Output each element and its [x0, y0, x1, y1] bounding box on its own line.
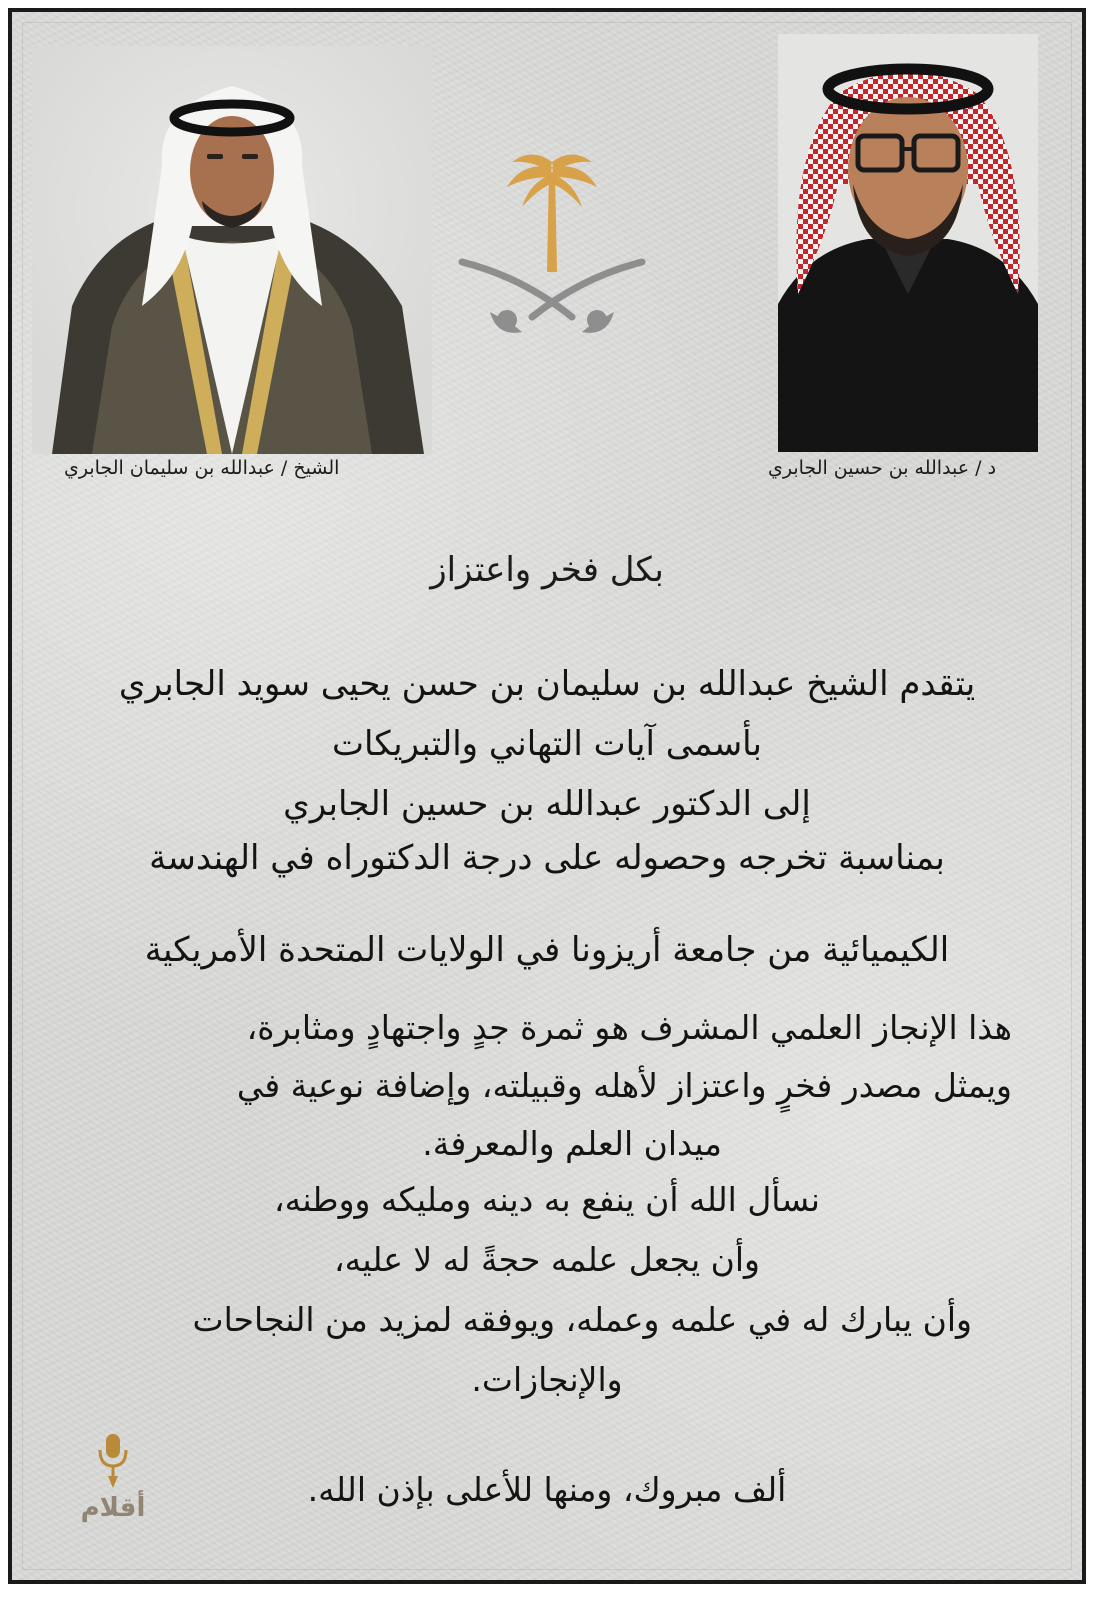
right-portrait-photo: [778, 34, 1038, 452]
prayer-line: نسأل الله أن ينفع به دينه ومليكه ووطنه،: [274, 1180, 820, 1219]
announcement-line: بأسمى آيات التهاني والتبريكات: [331, 724, 762, 764]
paragraph-line: ويمثل مصدر فخرٍ واعتزاز لأهله وقبيلته، وإضافة نوعية في: [236, 1066, 1012, 1105]
congratulation-card: [8, 8, 1086, 1584]
aqlam-logo: [68, 1430, 158, 1550]
palm-swords-emblem: [452, 142, 652, 352]
announcement-line: يتقدم الشيخ عبدالله بن سليمان بن حسن يحيى سويد الجابري: [118, 664, 976, 704]
heading-pride: بكل فخر واعتزاز: [430, 550, 664, 590]
paragraph-line: هذا الإنجاز العلمي المشرف هو ثمرة جدٍ واجتهادٍ ومثابرة،: [246, 1008, 1012, 1047]
prayer-line: والإنجازات.: [471, 1360, 623, 1399]
prayer-line: وأن يبارك له في علمه وعمله، ويوفقه لمزيد من النجاحات: [192, 1300, 972, 1339]
paragraph-line: ميدان العلم والمعرفة.: [422, 1124, 722, 1163]
microphone-pen-icon: [100, 1434, 126, 1488]
closing-line: ألف مبروك، ومنها للأعلى بإذن الله.: [307, 1470, 787, 1509]
right-portrait-caption: د / عبدالله بن حسين الجابري: [768, 457, 997, 479]
announcement-line: إلى الدكتور عبدالله بن حسين الجابري: [283, 784, 811, 824]
prayer-line: وأن يجعل علمه حجةً له لا عليه،: [334, 1240, 760, 1279]
left-portrait-caption: الشيخ / عبدالله بن سليمان الجابري: [64, 457, 340, 479]
announcement-line: بمناسبة تخرجه وحصوله على درجة الدكتوراه في الهندسة: [149, 838, 945, 878]
left-portrait-photo: [32, 46, 432, 454]
announcement-line: الكيميائية من جامعة أريزونا في الولايات المتحدة الأمريكية: [144, 930, 950, 970]
svg-text:أقلام: أقلام: [80, 1493, 146, 1523]
